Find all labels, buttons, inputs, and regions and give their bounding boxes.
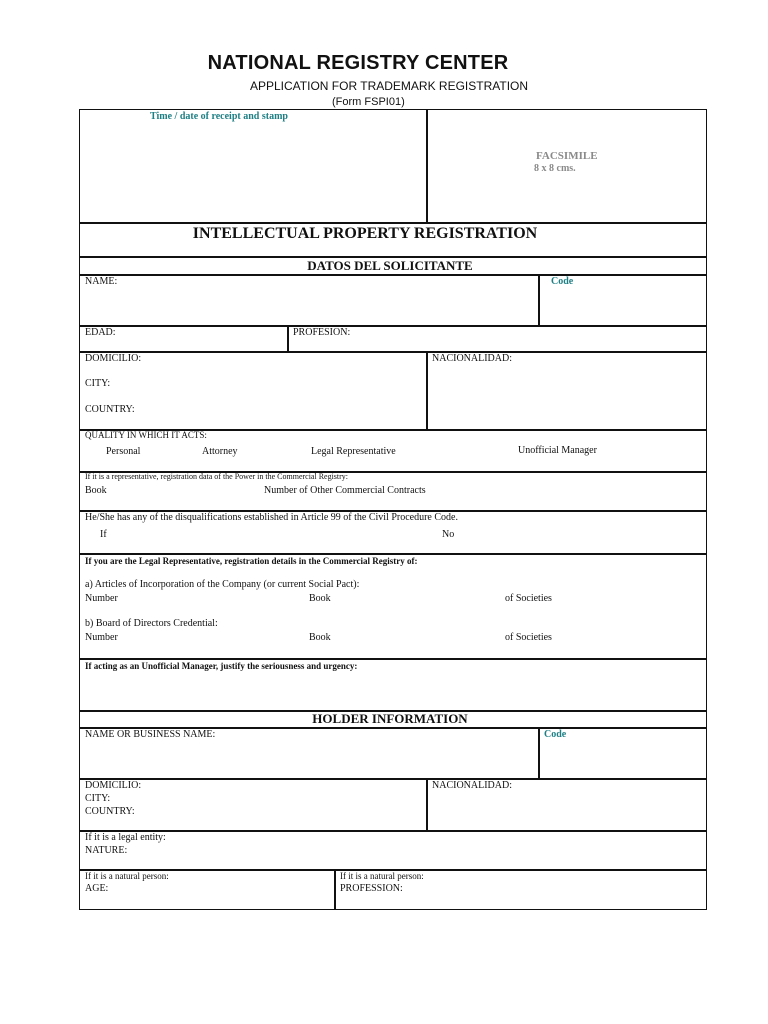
applicant-code-label: Code bbox=[551, 276, 574, 287]
applicant-section-header bbox=[79, 256, 707, 276]
power-registration-row[interactable] bbox=[79, 471, 707, 512]
holder-nature-label: NATURE: bbox=[85, 845, 128, 856]
quality-option-attorney[interactable]: Attorney bbox=[202, 446, 238, 457]
holder-age-field[interactable] bbox=[79, 869, 336, 910]
applicant-age-label: EDAD: bbox=[85, 327, 116, 338]
form-code: (Form FSPI01) bbox=[332, 96, 405, 108]
other-contracts-label: Number of Other Commercial Contracts bbox=[264, 485, 426, 496]
applicant-city-label: CITY: bbox=[85, 378, 111, 389]
articles-number-label: Number bbox=[85, 593, 118, 604]
legal-rep-heading: If you are the Legal Representative, registration details in the Commercial Registry of: bbox=[85, 556, 418, 566]
form-subtitle: APPLICATION FOR TRADEMARK REGISTRATION bbox=[250, 79, 529, 93]
applicant-country-label: COUNTRY: bbox=[85, 404, 135, 415]
applicant-address-label: DOMICILIO: bbox=[85, 353, 142, 364]
applicant-nationality-field[interactable] bbox=[426, 351, 707, 431]
holder-section-title: HOLDER INFORMATION bbox=[312, 711, 468, 726]
facsimile-size: 8 x 8 cms. bbox=[534, 163, 576, 174]
quality-option-personal[interactable]: Personal bbox=[106, 446, 141, 457]
board-book-label: Book bbox=[309, 632, 331, 643]
board-number-label: Number bbox=[85, 632, 118, 643]
applicant-address-field[interactable] bbox=[79, 351, 428, 431]
unofficial-manager-heading: If acting as an Unofficial Manager, justify the seriousness and urgency: bbox=[85, 661, 358, 671]
quality-row bbox=[79, 429, 707, 473]
facsimile-label: FACSIMILE bbox=[536, 150, 598, 162]
main-heading: INTELLECTUAL PROPERTY REGISTRATION bbox=[192, 225, 538, 242]
applicant-profession-field[interactable] bbox=[287, 325, 707, 353]
articles-societies-label: of Societies bbox=[505, 593, 552, 604]
power-book-label: Book bbox=[85, 485, 107, 496]
board-societies-label: of Societies bbox=[505, 632, 552, 643]
holder-age-label: AGE: bbox=[85, 883, 109, 894]
receipt-stamp-box[interactable] bbox=[79, 109, 428, 224]
holder-name-label: NAME OR BUSINESS NAME: bbox=[85, 729, 216, 740]
legal-entity-note: If it is a legal entity: bbox=[85, 832, 166, 843]
applicant-nationality-label: NACIONALIDAD: bbox=[432, 353, 512, 364]
holder-nationality-field[interactable] bbox=[426, 778, 707, 832]
holder-city-label: CITY: bbox=[85, 793, 111, 804]
disqualification-question: He/She has any of the disqualifications established in Article 99 of the Civil Procedure Code. bbox=[85, 512, 458, 523]
holder-nature-field[interactable] bbox=[79, 830, 707, 871]
applicant-profession-label: PROFESION: bbox=[293, 327, 351, 338]
board-label: b) Board of Directors Credential: bbox=[85, 618, 218, 629]
disqualification-row bbox=[79, 510, 707, 555]
quality-option-legal-representative[interactable]: Legal Representative bbox=[311, 446, 396, 457]
disqualification-no[interactable]: No bbox=[442, 529, 455, 540]
holder-name-field[interactable] bbox=[79, 727, 540, 780]
holder-country-label: COUNTRY: bbox=[85, 806, 135, 817]
applicant-code-field[interactable] bbox=[538, 274, 707, 327]
articles-book-label: Book bbox=[309, 593, 331, 604]
quality-label: QUALITY IN WHICH IT ACTS: bbox=[85, 430, 207, 440]
applicant-age-field[interactable] bbox=[79, 325, 289, 353]
articles-label: a) Articles of Incorporation of the Company (or current Social Pact): bbox=[85, 579, 360, 590]
main-heading-row bbox=[79, 222, 707, 258]
quality-option-unofficial-manager[interactable]: Unofficial Manager bbox=[518, 445, 597, 456]
holder-profession-field[interactable] bbox=[334, 869, 707, 910]
receipt-stamp-label: Time / date of receipt and stamp bbox=[150, 111, 288, 122]
disqualification-yes[interactable]: If bbox=[100, 529, 107, 540]
applicant-name-label: NAME: bbox=[85, 276, 118, 287]
page-title: NATIONAL REGISTRY CENTER bbox=[207, 52, 509, 74]
power-note: If it is a representative, registration data of the Power in the Commercial Registry: bbox=[85, 472, 349, 481]
holder-profession-label: PROFESSION: bbox=[340, 883, 403, 894]
holder-code-label: Code bbox=[544, 729, 567, 740]
applicant-section-title: DATOS DEL SOLICITANTE bbox=[307, 258, 473, 273]
applicant-name-field[interactable] bbox=[79, 274, 540, 327]
holder-code-field[interactable] bbox=[538, 727, 707, 780]
unofficial-manager-field[interactable] bbox=[79, 658, 707, 712]
holder-address-label: DOMICILIO: bbox=[85, 780, 142, 791]
holder-address-field[interactable] bbox=[79, 778, 428, 832]
holder-nationality-label: NACIONALIDAD: bbox=[432, 780, 512, 791]
natural-person-note-profession: If it is a natural person: bbox=[340, 871, 424, 881]
legal-representative-row[interactable] bbox=[79, 553, 707, 660]
natural-person-note-age: If it is a natural person: bbox=[85, 871, 169, 881]
facsimile-box[interactable] bbox=[426, 109, 707, 224]
